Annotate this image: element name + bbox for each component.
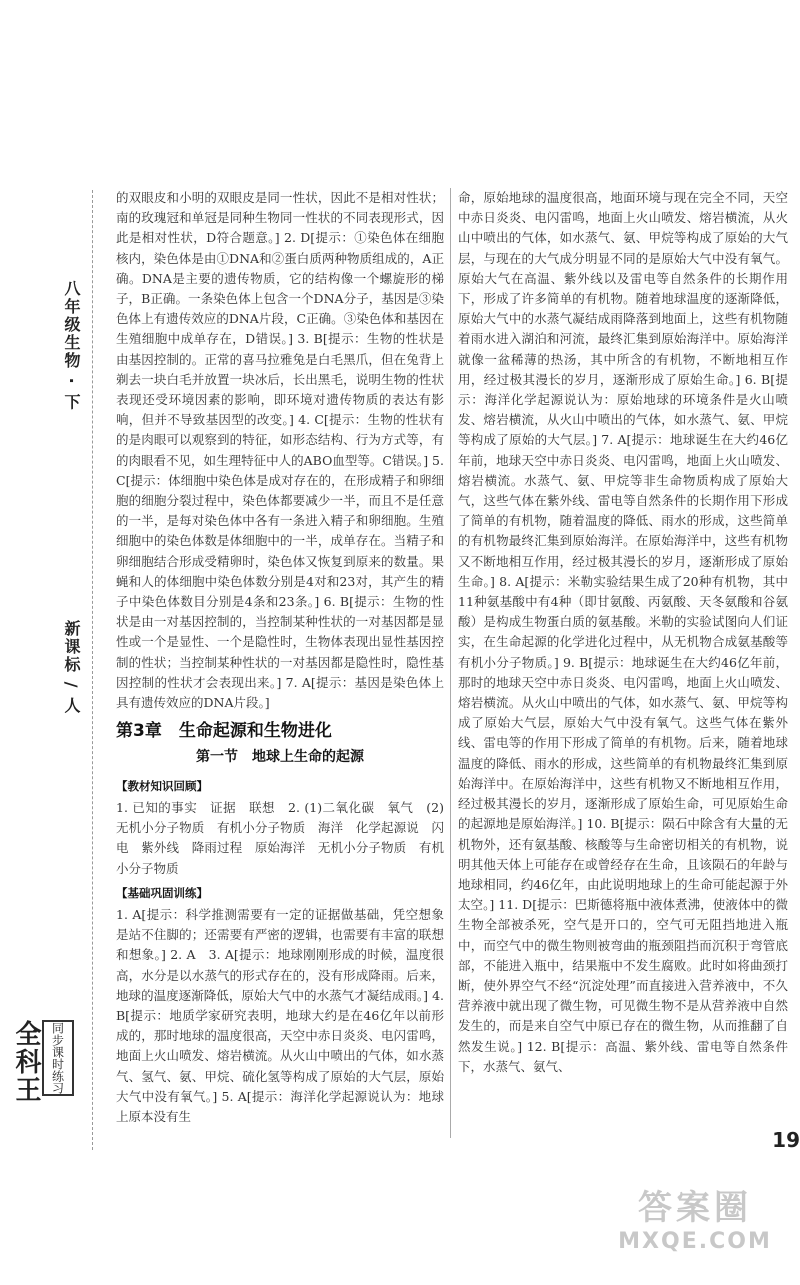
binding-line bbox=[92, 190, 93, 1150]
sidebar bbox=[0, 0, 110, 1285]
answer-paragraph: 的双眼皮和小明的双眼皮是同一性状，因此不是相对性状；南的玫瑰冠和单冠是同种生物同一性状的不同表现形式，因此是相对性状，D符合题意。] 2. D[提示：①染色体在细胞核内，染色体是由①DNA和②蛋白质两种物质组成的，A正确。DNA是主要的遗传物质，它的结构像一个螺旋形的梯子，B正确。一条染色体上包含一个DNA分子，基因是③染色体上有遗传效应的DNA片段，C正确。③染色体和基因在生殖细胞中成单存在，D错误。] 3. B[提示：生物的性状是由基因控制的。正常的喜马拉雅兔是白毛黑爪，但在兔背上剃去一块白毛并放置一块冰后，长出黑毛，说明生物的性状表现还受环境因素的影响，即环境对遗传物质的表达有影响，但并不导致基因型的改变。] 4. C[提示：生物的性状有的是肉眼可以观察到的特征，如形态结构、行为方式等，有的肉眼看不见，如生理特征中人的ABO血型等。C错误。] 5. C[提示：体细胞中染色体是成对存在的，在形成精子和卵细胞的细胞分裂过程中，染色体都要减少一半，而且不是任意的一半，是每对染色体中各有一条进入精子和卵细胞。生殖细胞中的染色体数是体细胞中的一半，成单存在。当精子和卵细胞结合形成受精卵时，染色体又恢复到原来的数量。果蝇和人的体细胞中染色体数分别是4对和23对，其产生的精子中染色体数目分别是4条和23条。] 6. B[提示：生物的性状是由一对基因控制的，当控制某种性状的一对基因都是显性或一个是显性、一个是隐性时，生物体表现出显性基因控制的性状；当控制某种性状的一对基因都是隐性时，隐性基因控制的性状才会表现出来。] 7. A[提示：基因是染色体上具有遗传效应的DNA片段。] bbox=[116, 190, 444, 711]
brand-box-label: 同步课时练习 bbox=[42, 1020, 74, 1096]
watermark-logo bbox=[610, 1180, 780, 1254]
column-divider bbox=[450, 188, 451, 1138]
left-column bbox=[116, 188, 444, 1127]
watermark-en: MXQE.COM bbox=[618, 1229, 772, 1254]
subject-label: 八年级生物 · 下 bbox=[62, 280, 81, 412]
answer-paragraph: 命，原始地球的温度很高，地面环境与现在完全不同，天空中赤日炎炎、电闪雷鸣，地面上火山喷发、熔岩横流，从火山中喷出的气体，如水蒸气、氨、甲烷等构成了原始的大气层，与现在的大气成分明显不同的是原始大气中没有氧气。原始大气在高温、紫外线以及雷电等自然条件的长期作用下，形成了许多简单的有机物。随着地球温度的逐渐降低，原始大气中的水蒸气凝结成雨降落到地面上，这些有机物随着雨水进入湖泊和河流，最终汇集到原始海洋中。原始海洋就像一盆稀薄的热汤，其中所含的有机物，不断地相互作用，经过极其漫长的岁月，逐渐形成了原始生命。] 6. B[提示：海洋化学起源说认为：原始地球的环境条件是火山喷发、熔岩横流，从火山中喷出的气体，如水蒸气、氨、甲烷等构成了原始的大气层。] 7. A[提示：地球诞生在大约46亿年前，地球天空中赤日炎炎、电闪雷鸣，地面上火山喷发、熔岩横流。水蒸气、氨、甲烷等非生命物质构成了原始大气，这些气体在紫外线、雷电等自然条件的长期作用下形成了简单的有机物，随着温度的降低、雨水的形成，这些简单的有机物最终汇集到原始海洋。在原始海洋中，这些有机物又不断地相互作用，经过极其漫长的岁月，逐渐形成了原始生命。] 8. A[提示：米勒实验结果生成了20种有机物，其中11种氨基酸中有4种（即甘氨酸、丙氨酸、天冬氨酸和谷氨酸）是构成生物蛋白质的氨基酸。米勒的实验试图向人们证实，在生命起源的化学进化过程中，从无机物合成氨基酸等有机小分子物质。] 9. B[提示：地球诞生在大约46亿年前，那时的地球天空中赤日炎炎、电闪雷鸣，地面上火山喷发、熔岩横流。从火山中喷出的气体，如水蒸气、氨、甲烷等构成了原始大气层，原始大气中没有氧气。这些气体在紫外线、雷电等的作用下形成了简单的有机物。后来，随着地球温度的降低、雨水的形成，这些简单的有机物最终汇集到原始海洋中。在原始海洋中，这些有机物又不断地相互作用，经过极其漫长的岁月，逐渐形成了原始生命，可见原始生命的起源地是原始海洋。] 10. B[提示：陨石中除含有大量的无机物外，还有氨基酸、核酸等与生命密切相关的有机物，说明其他天体上可能存在或曾经存在生命，且该陨石的年龄与地球相同，约46亿年，由此说明地球上的生命可能起源于外太空。] 11. D[提示：巴斯德将瓶中液体煮沸，使液体中的微生物全部被杀死，空气是开口的，空气可无阻挡地进入瓶中，而空气中的微生物则被弯曲的瓶颈阻挡而沉积于弯管底部，不能进入瓶中，结果瓶中不发生腐败。此时如将曲颈打断，使外界空气不经“沉淀处理”而直接进入营养液中，不久营养液中就出现了微生物，可见微生物不是从营养液中自然发生的，而是来自空气中原已存在的微生物，从而推翻了自然发生说。] 12. B[提示：高温、紫外线、雷电等自然条件下，水蒸气、氨气、 bbox=[458, 190, 788, 1074]
textbook-review-heading: 【教材知识回顾】 bbox=[116, 778, 208, 793]
page-number: 19 bbox=[772, 1128, 800, 1152]
answer-paragraph: 1. A[提示：科学推测需要有一定的证据做基础，凭空想象是站不住脚的；还需要有严密的逻辑，也需要有丰富的联想和想象。] 2. A 3. A[提示：地球刚刚形成的时候，温度很高，水分是以水蒸气的形式存在的，没有形成降雨。后来，地球的温度逐渐降低，原始大气中的水蒸气才凝结成雨。] 4. B[提示：地质学家研究表明，地球大约是在46亿年以前形成的，那时地球的温度很高，天空中赤日炎炎、电闪雷鸣，地面上火山喷发、熔岩横流。从火山中喷出的气体，如水蒸气、氢气、氨、甲烷、硫化氢等构成了原始的大气层，原始大气中没有氧气。] 5. A[提示：海洋化学起源说认为：地球上原本没有生 bbox=[116, 906, 444, 1124]
basic-practice-heading: 【基础巩固训练】 bbox=[116, 885, 208, 900]
section-title: 第一节 地球上生命的起源 bbox=[196, 749, 364, 766]
right-column bbox=[458, 188, 788, 1077]
answer-paragraph: 1. 已知的事实 证据 联想 2. (1)二氧化碳 氧气 (2)无机小分子物质 有机小分子物质 海洋 化学起源说 闪电 紫外线 降雨过程 原始海洋 无机小分子物质 有机小分子物质 bbox=[116, 799, 444, 876]
watermark-cn: 答案圈 bbox=[638, 1188, 752, 1228]
brand-logo: 全科王 bbox=[11, 1020, 41, 1104]
edition-label: 新课标 / 人 bbox=[62, 620, 81, 715]
chapter-title: 第3章 生命起源和生物进化 bbox=[116, 721, 332, 742]
